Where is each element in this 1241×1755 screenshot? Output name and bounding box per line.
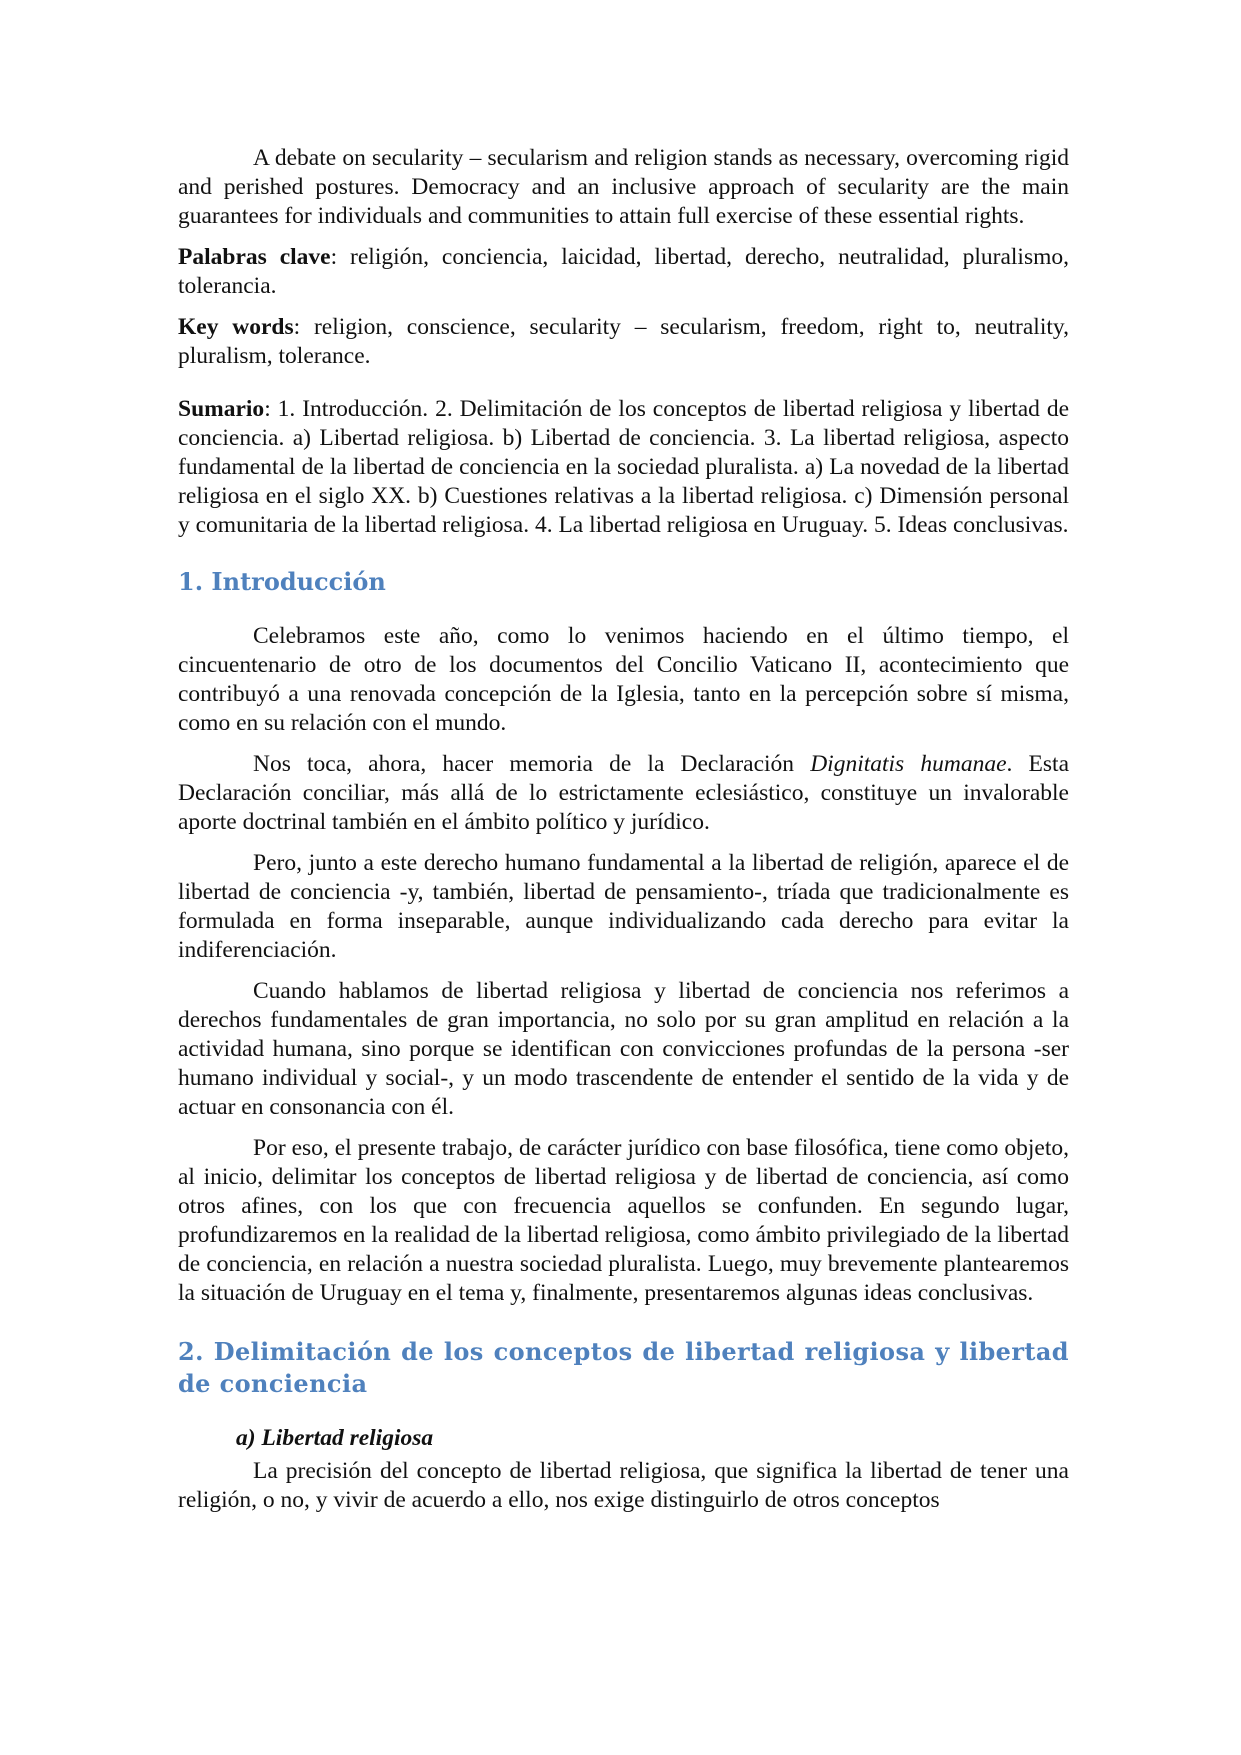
abstract-english-paragraph: A debate on secularity – secularism and religion stands as necessary, overcoming rigid and perished postures. Democracy and an inclusive approach of secularity are the main guarantees for individuals and communities to attain full exercise of these essential rights. <box>178 145 1069 229</box>
summary-text: : 1. Introducción. 2. Delimitación de los conceptos de libertad religiosa y libertad de conciencia. a) Libertad religiosa. b) Libertad de conciencia. 3. La libertad religiosa, aspecto fundamental de la libertad de conciencia en la sociedad pluralista. a) La novedad de la libertad religiosa en el siglo XX. b) Cuestiones relativas a la libertad religiosa. c) Dimensión personal y comunitaria de la libertad religiosa. 4. La libertad religiosa en Uruguay. 5. Ideas conclusivas. <box>178 396 1069 538</box>
intro-paragraph-5: Por eso, el presente trabajo, de carácter jurídico con base filosófica, tiene como objeto, al inicio, delimitar los conceptos de libertad religiosa y de libertad de conciencia, así como otros afines, con los que con frecuencia aquellos se confunden. En segundo lugar, profundizaremos en la realidad de la libertad religiosa, como ámbito privilegiado de la libertad de conciencia, en relación a nuestra sociedad pluralista. Luego, muy brevemente plantearemos la situación de Uruguay en el tema y, finalmente, presentaremos algunas ideas conclusivas. <box>178 1135 1069 1306</box>
document-page <box>178 144 1069 1515</box>
dignitatis-humanae-title: Dignitatis humanae <box>810 751 1007 777</box>
intro-paragraph-1: Celebramos este año, como lo venimos haciendo en el último tiempo, el cincuentenario de otro de los documentos del Concilio Vaticano II, acontecimiento que contribuyó a una renovada concepción de la Iglesia, tanto en la percepción sobre sí misma, como en su relación con el mundo. <box>178 623 1069 736</box>
section-2a-paragraph-1: La precisión del concepto de libertad religiosa, que significa la libertad de tener una religión, o no, y vivir de acuerdo a ello, nos exige distinguirlo de otros conceptos <box>178 1458 1069 1513</box>
section-2-heading: 2. Delimitación de los conceptos de libertad religiosa y libertad de conciencia <box>178 1337 1069 1398</box>
intro-paragraph-2-end: . Esta Declaración conciliar, más allá de lo estrictamente eclesiástico, constituye un invalorable aporte doctrinal también en el ámbito político y jurídico. <box>178 751 1070 835</box>
intro-paragraph-2-start: Nos toca, ahora, hacer memoria de la Declaración <box>253 751 811 777</box>
keywords-english-label: Key words <box>178 314 294 340</box>
summary-paragraph <box>178 395 1069 540</box>
summary-label: Sumario <box>178 396 265 422</box>
section-1-heading: 1. Introducción <box>178 567 386 596</box>
keywords-spanish-text: : religión, conciencia, laicidad, libertad, derecho, neutralidad, pluralismo, tolerancia. <box>178 244 1069 299</box>
intro-paragraph-2 <box>178 750 1069 837</box>
intro-paragraph-4: Cuando hablamos de libertad religiosa y libertad de conciencia nos referimos a derechos fundamentales de gran importancia, no solo por su gran amplitud en relación a la actividad humana, sino porque se identifican con convicciones profundas de la persona -ser humano individual y social-, y un modo trascendente de entender el sentido de la vida y de actuar en consonancia con él. <box>178 978 1069 1120</box>
keywords-english-text: : religion, conscience, secularity – secularism, freedom, right to, neutrality, pluralism, tolerance. <box>178 314 1069 369</box>
keywords-spanish-label: Palabras clave <box>178 244 331 270</box>
keywords-english <box>178 313 1069 371</box>
subsection-2a-heading: a) Libertad religiosa <box>236 1425 434 1451</box>
keywords-spanish <box>178 243 1069 301</box>
intro-paragraph-3: Pero, junto a este derecho humano fundamental a la libertad de religión, aparece el de libertad de conciencia -y, también, libertad de pensamiento-, tríada que tradicionalmente es formulada en forma inseparable, aunque individualizando cada derecho para evitar la indiferenciación. <box>178 850 1069 963</box>
